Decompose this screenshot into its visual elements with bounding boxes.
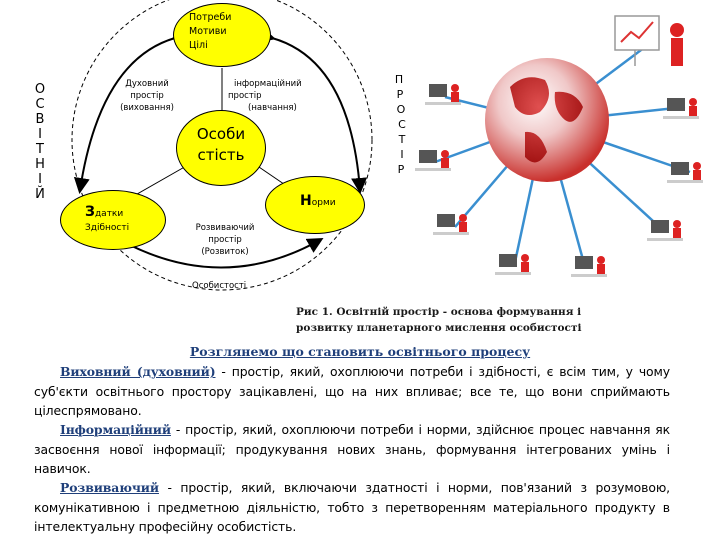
vertical-word-right xyxy=(392,72,406,177)
label-developing-line3: (Розвиток) xyxy=(201,247,249,257)
label-spiritual-line2: простір xyxy=(130,91,164,101)
paragraph-spiritual-text: - простір, який, охоплюючи потреби і здібності, є всім тим, у чому суб'єкти освітнього простору зацікавлені, що на них впливає; все те, що вони сприймають цілеспрямовано. xyxy=(34,364,671,418)
vertical-left-letter: С xyxy=(35,97,45,112)
term-informational: Інформаційний xyxy=(60,422,171,437)
node-needs-line2: Мотиви xyxy=(189,26,227,37)
label-developing-space xyxy=(188,222,262,258)
paragraph-developing xyxy=(34,478,670,537)
node-needs-line3: Цілі xyxy=(189,40,208,51)
figure-caption-line1: Рис 1. Освітній простір - основа формування і xyxy=(296,306,582,318)
label-informational-line1: інформаційний xyxy=(234,79,302,89)
arc-top-right xyxy=(272,38,360,190)
node-norms xyxy=(265,176,365,234)
paragraph-informational-text: - простір, який, охоплюючи потреби і норми, здійснює процес навчання як засвоєння нової інформації; продукування нових знань, формування інтегрованих умінь і навичок. xyxy=(34,422,670,476)
vertical-right-letter: І xyxy=(400,148,404,161)
label-spiritual-space xyxy=(116,78,178,114)
globe-icon xyxy=(485,58,609,182)
node-needs-line1: Потреби xyxy=(189,12,232,23)
node-abilities xyxy=(60,190,166,250)
section-heading: Розглянемо що становить освітнього процесу xyxy=(189,344,531,359)
node-abilities-line2: Здібності xyxy=(85,223,130,233)
paragraph-informational xyxy=(34,420,670,479)
node-personality-line1: Особи xyxy=(196,125,246,143)
vertical-left-letter: О xyxy=(34,82,46,97)
node-personality-line2: стість xyxy=(197,146,245,164)
diagram xyxy=(0,0,440,300)
label-personality-bottom: Особистості xyxy=(192,281,247,291)
vertical-right-letter: О xyxy=(396,103,406,116)
vertical-left-letter: І xyxy=(38,172,42,187)
vertical-word-left xyxy=(33,82,47,202)
paragraph-spiritual xyxy=(34,362,670,421)
figure-caption xyxy=(296,304,581,336)
vertical-left-letter: Й xyxy=(35,187,45,202)
label-developing-line2: простір xyxy=(208,235,242,245)
term-spiritual: Виховний (духовний) xyxy=(60,364,216,379)
node-norms-initial: Н xyxy=(300,193,312,209)
label-spiritual-line1: Духовний xyxy=(125,79,169,89)
vertical-left-letter: В xyxy=(35,112,45,127)
presentation-board-icon xyxy=(615,16,684,66)
term-developing: Розвиваючий xyxy=(60,480,159,495)
label-developing-line1: Розвиваючий xyxy=(195,223,255,233)
label-informational-line2: простір xyxy=(228,91,262,101)
label-informational-line3: (навчання) xyxy=(248,103,297,113)
label-informational-space xyxy=(228,78,308,114)
node-abilities-initial: З xyxy=(85,204,95,220)
vertical-left-letter: Н xyxy=(35,157,45,172)
vertical-right-letter: Р xyxy=(396,88,404,101)
paragraph-developing-text: - простір, який, включаючи здатності і норми, пов'язаний з розумовою, комунікативною і предметною діяльністю, тобто з перетворенням матеріального продукту в інтелектуальну професійну особистість. xyxy=(34,480,670,534)
vertical-right-letter: Т xyxy=(398,133,406,146)
vertical-right-letter: С xyxy=(398,118,406,131)
label-spiritual-line3: (виховання) xyxy=(120,103,174,113)
node-personality xyxy=(176,110,266,186)
figure-caption-line2: розвитку планетарного мислення особистості xyxy=(296,322,582,334)
node-needs xyxy=(173,3,271,67)
vertical-left-letter: І xyxy=(38,127,42,142)
node-abilities-rest: датки xyxy=(94,209,124,219)
vertical-right-letter: П xyxy=(394,73,404,86)
globe-network-illustration xyxy=(415,2,715,292)
vertical-left-letter: Т xyxy=(36,142,44,157)
node-norms-rest: орми xyxy=(311,198,336,208)
vertical-right-letter: Р xyxy=(397,163,405,176)
